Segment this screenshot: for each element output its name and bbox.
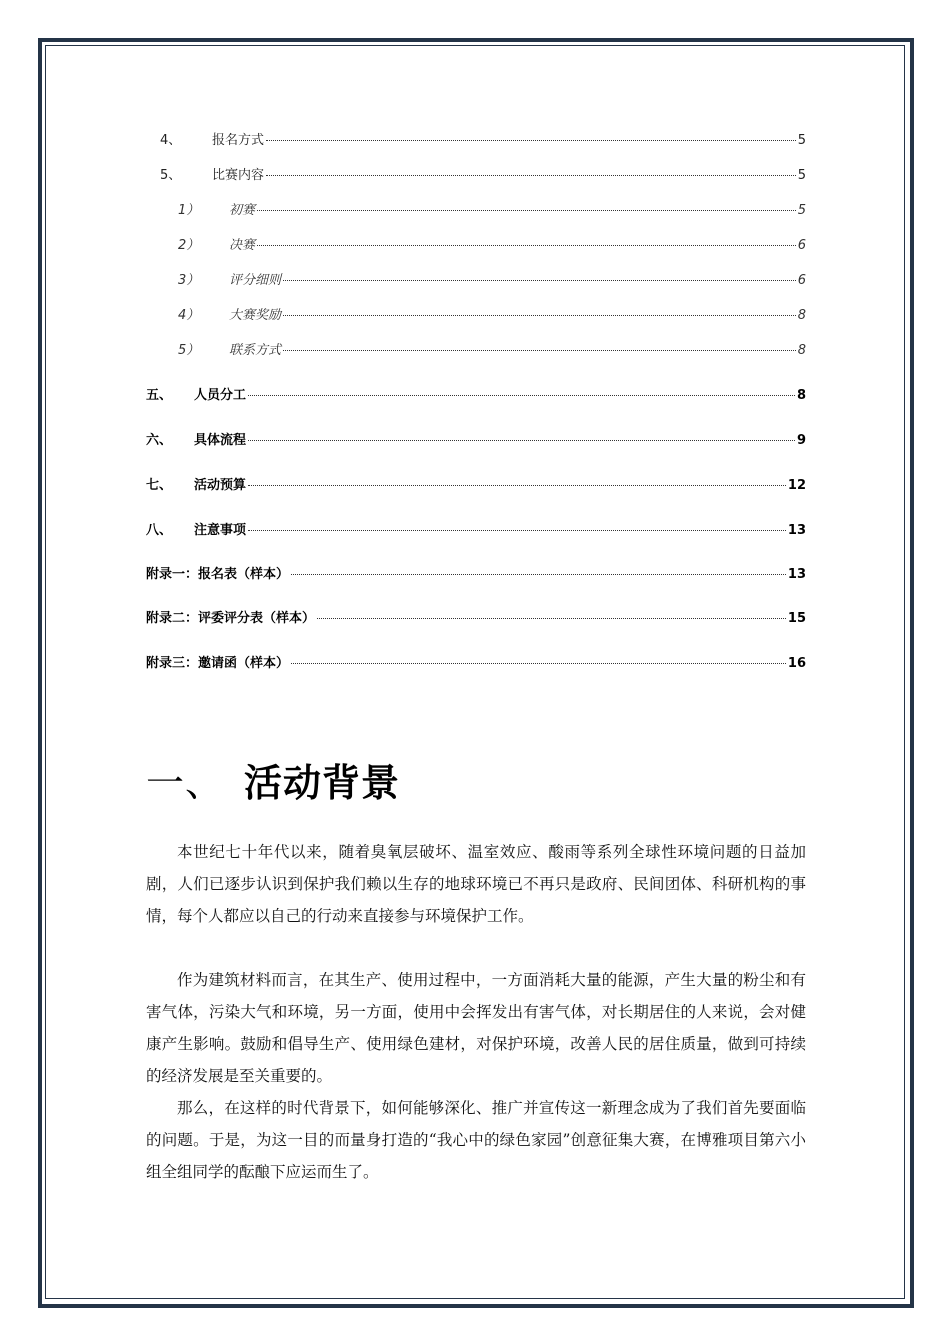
toc-entry[interactable] bbox=[178, 304, 806, 323]
body-paragraph: 那么，在这样的时代背景下，如何能够深化、推广并宣传这一新理念成为了我们首先要面临的问题。于是，为这一目的而量身打造的“我心中的绿色家园”创意征集大赛，在博雅项目第六小组全组同学的酝酿下应运而生了。 bbox=[146, 1099, 806, 1181]
toc-leader-dots bbox=[248, 485, 786, 486]
toc-entry-number: 5、 bbox=[160, 168, 182, 183]
toc-entry-title: 活动预算 bbox=[194, 478, 247, 493]
toc-entry-number: 五、 bbox=[146, 388, 173, 403]
toc-entry-number: 八、 bbox=[146, 523, 173, 538]
toc-entry[interactable] bbox=[146, 652, 806, 671]
body-paragraph: 本世纪七十年代以来，随着臭氧层破坏、温室效应、酸雨等系列全球性环境问题的日益加剧，人们已逐步认识到保护我们赖以生存的地球环境已不再只是政府、民间团体、科研机构的事情，每个人都应以自己的行动来直接参与环境保护工作。 bbox=[146, 843, 806, 925]
toc-entry-title: 附录二：评委评分表（样本） bbox=[146, 611, 316, 626]
toc-entry-number: 4） bbox=[178, 308, 200, 323]
toc-leader-dots bbox=[283, 315, 796, 316]
toc-entry[interactable] bbox=[178, 199, 806, 218]
section-number: 一、 bbox=[146, 761, 225, 805]
toc-entry[interactable] bbox=[146, 384, 806, 403]
toc-leader-dots bbox=[317, 618, 786, 619]
toc-entry[interactable] bbox=[178, 339, 806, 358]
toc-leader-dots bbox=[291, 574, 786, 575]
toc-leader-dots bbox=[283, 280, 796, 281]
toc-entry-title: 比赛内容 bbox=[212, 168, 265, 183]
section-title: 活动背景 bbox=[244, 761, 401, 805]
section-heading bbox=[146, 752, 400, 807]
toc-leader-dots bbox=[257, 210, 796, 211]
body-paragraph: 作为建筑材料而言，在其生产、使用过程中，一方面消耗大量的能源，产生大量的粉尘和有害气体，污染大气和环境，另一方面，使用中会挥发出有害气体，对长期居住的人来说，会对健康产生影响。鼓励和倡导生产、使用绿色建材，对保护环境，改善人民的居住质量，做到可持续的经济发展是至关重要的。 bbox=[146, 971, 806, 1085]
toc-entry-number: 六、 bbox=[146, 433, 173, 448]
toc-entry-page: 16 bbox=[787, 656, 806, 671]
toc-entry-title: 报名方式 bbox=[212, 133, 265, 148]
toc-entry-title: 人员分工 bbox=[194, 388, 247, 403]
toc-entry[interactable] bbox=[146, 429, 806, 448]
toc-entry-title: 联系方式 bbox=[229, 343, 282, 358]
toc-entry-title: 评分细则 bbox=[229, 273, 282, 288]
toc-entry-number: 七、 bbox=[146, 478, 173, 493]
toc-leader-dots bbox=[283, 350, 796, 351]
toc-entry-title: 具体流程 bbox=[194, 433, 247, 448]
toc-leader-dots bbox=[248, 395, 795, 396]
toc-entry-number: 3） bbox=[178, 273, 200, 288]
toc-entry-title: 附录一：报名表（样本） bbox=[146, 567, 290, 582]
toc-entry[interactable] bbox=[146, 563, 806, 582]
toc-entry-title: 附录三：邀请函（样本） bbox=[146, 656, 290, 671]
toc-entry-page: 8 bbox=[797, 343, 806, 358]
toc-entry-page: 5 bbox=[797, 133, 806, 148]
toc-entry-page: 6 bbox=[797, 273, 806, 288]
toc-entry-number: 4、 bbox=[160, 133, 182, 148]
toc-leader-dots bbox=[248, 530, 786, 531]
toc-entry-number: 2） bbox=[178, 238, 200, 253]
toc-entry-number: 5） bbox=[178, 343, 200, 358]
toc-entry-page: 8 bbox=[796, 388, 806, 403]
toc-entry[interactable] bbox=[146, 607, 806, 626]
toc-entry[interactable] bbox=[146, 474, 806, 493]
toc-leader-dots bbox=[257, 245, 796, 246]
toc-entry-title: 注意事项 bbox=[194, 523, 247, 538]
toc-leader-dots bbox=[248, 440, 795, 441]
toc-entry-number: 1） bbox=[178, 203, 200, 218]
toc-leader-dots bbox=[266, 175, 796, 176]
toc-entry[interactable] bbox=[160, 129, 806, 148]
toc-entry-page: 12 bbox=[787, 478, 806, 493]
toc-entry[interactable] bbox=[146, 519, 806, 538]
toc-entry-page: 6 bbox=[797, 238, 806, 253]
toc-entry-title: 初赛 bbox=[229, 203, 256, 218]
toc-leader-dots bbox=[266, 140, 796, 141]
toc-entry-page: 8 bbox=[797, 308, 806, 323]
toc-entry-page: 5 bbox=[797, 203, 806, 218]
toc-entry-page: 13 bbox=[787, 567, 806, 582]
toc-entry-page: 13 bbox=[787, 523, 806, 538]
toc-entry[interactable] bbox=[160, 164, 806, 183]
toc-entry-title: 决赛 bbox=[229, 238, 256, 253]
toc-entry[interactable] bbox=[178, 234, 806, 253]
toc-entry-title: 大赛奖励 bbox=[229, 308, 282, 323]
toc-entry[interactable] bbox=[178, 269, 806, 288]
toc-entry-page: 5 bbox=[797, 168, 806, 183]
toc-entry-page: 9 bbox=[796, 433, 806, 448]
toc-entry-page: 15 bbox=[787, 611, 806, 626]
toc-leader-dots bbox=[291, 663, 786, 664]
